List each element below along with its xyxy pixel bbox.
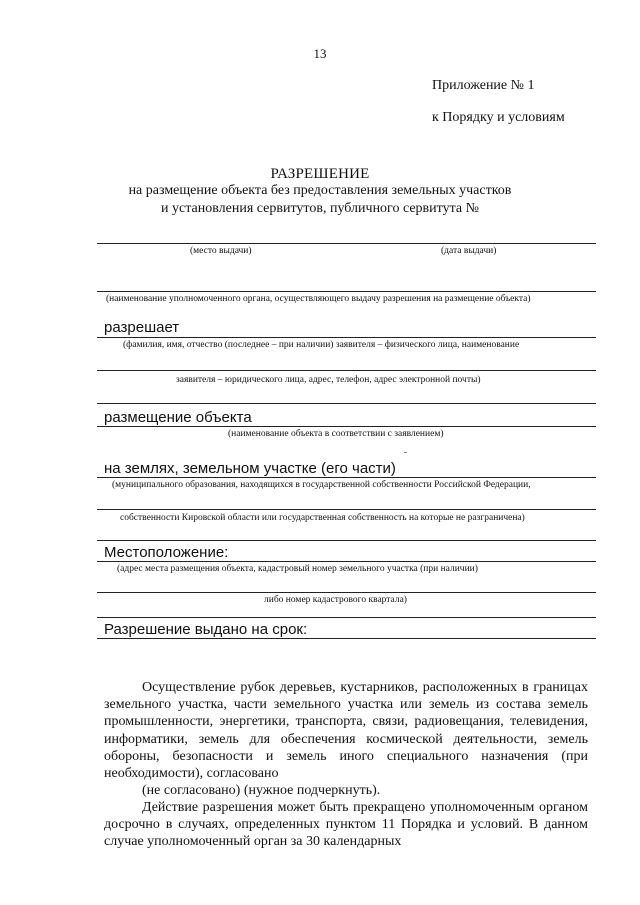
applicant-line-2 — [97, 370, 596, 371]
page-number: 13 — [313, 46, 327, 61]
object-caption: (наименование объекта в соответствии с заявлением) — [228, 429, 444, 439]
paragraph-tree-cutting-last-line: (не согласовано) (нужное подчеркнуть). — [142, 783, 381, 799]
paragraph-tree-cutting-text: Осуществление рубок деревьев, кустарников, расположенных в границах земельного участка, части земельного участка или земель из состава земель промышленности, энергетики, транспорта, связи, радиовещания, телевидения, информатики, земель для обеспечения космической деятельности, земель обороны, безопасности и земель иного специального назначения (при необходимости), согласовано — [104, 680, 588, 782]
applicant-caption-1: (фамилия, имя, отчество (последнее – при наличии) заявителя – физического лица, наименование — [123, 340, 520, 350]
lands-caption-2: собственности Кировской области или государственная собственность на которые не разграничена) — [120, 513, 525, 523]
location-caption-1: (адрес места размещения объекта, кадастровый номер земельного участка (при наличии) — [117, 564, 478, 574]
object-label: размещение объекта — [104, 409, 252, 426]
object-line — [97, 426, 596, 427]
document-subtitle-line-2: и установления сервитутов, публичного сервитута № — [161, 201, 479, 216]
location-line-top — [97, 540, 596, 541]
document-title: РАЗРЕШЕНИЕ — [270, 166, 370, 182]
scan-mark — [404, 452, 407, 453]
place-caption: (место выдачи) — [190, 246, 252, 256]
lands-label: на землях, земельном участке (его части) — [104, 460, 396, 477]
applicant-caption-2: заявителя – юридического лица, адрес, телефон, адрес электронной почты) — [176, 375, 481, 385]
term-line — [97, 638, 596, 639]
location-line — [97, 561, 596, 562]
place-date-line — [97, 243, 596, 244]
location-line-2 — [97, 592, 596, 593]
date-caption: (дата выдачи) — [441, 246, 497, 256]
paragraph-termination: Действие разрешения может быть прекращено уполномоченным органом досрочно в случаях, определенных пунктом 11 Порядка и условий. В данном случае уполномоченный орган за 30 календарных — [104, 800, 588, 850]
applicant-line-3 — [97, 403, 596, 404]
location-line-3 — [97, 617, 596, 618]
lands-line-2 — [97, 509, 596, 510]
location-label: Местоположение: — [104, 544, 229, 561]
authority-caption: (наименование уполномоченного органа, осуществляющего выдачу разрешения на размещение объекта) — [106, 294, 531, 304]
lands-caption-1: (муниципального образования, находящихся в государственной собственности Российской Федерации, — [112, 480, 531, 490]
appendix-reference: к Порядку и условиям — [432, 110, 565, 125]
location-caption-2: либо номер кадастрового квартала) — [264, 595, 407, 605]
appendix-number: Приложение № 1 — [432, 78, 535, 93]
applicant-line-1 — [97, 337, 596, 338]
document-subtitle-line-1: на размещение объекта без предоставления земельных участков — [128, 183, 512, 198]
permits-label: разрешает — [104, 319, 180, 336]
authority-line — [97, 291, 596, 292]
term-label: Разрешение выдано на срок: — [104, 621, 308, 638]
paragraph-tree-cutting — [104, 679, 588, 799]
lands-line — [97, 477, 596, 478]
